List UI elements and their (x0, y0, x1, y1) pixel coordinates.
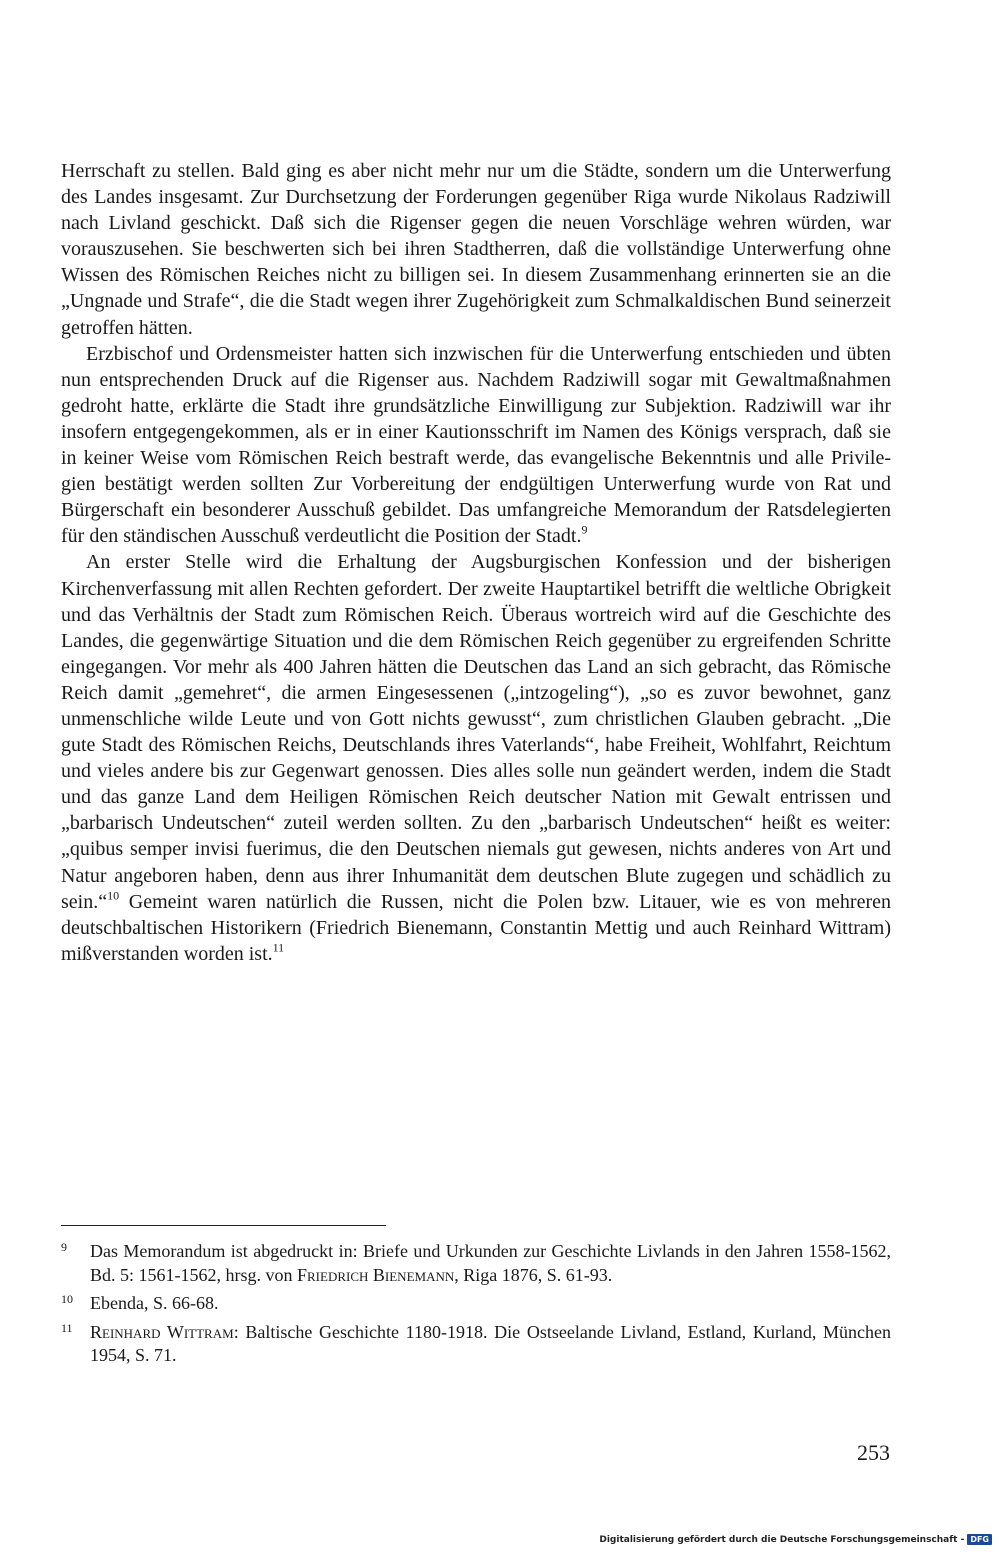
footnote-divider (61, 1225, 386, 1226)
footnote (61, 1240, 891, 1287)
paragraph-text: Gemeint waren natürlich die Russen, nicht die Polen bzw. Litauer, wie es von mehreren deutschbaltischen Historikern (Friedrich Bienemann, Constantin Mettig und auch Reinhard Wittram) mißverstanden worden ist. (61, 890, 891, 965)
footnote-number: 11 (61, 1320, 73, 1335)
footnote-author: Friedrich Bienemann (297, 1264, 455, 1285)
footnote-author: Reinhard Wittram (90, 1321, 234, 1342)
footnote-text: , Riga 1876, S. 61-93. (454, 1264, 613, 1285)
footnote (61, 1292, 891, 1316)
body-text (61, 158, 891, 967)
footnote-text: Das Memorandum ist abgedruckt in: Briefe und Urkunden zur Geschichte Livlands in den Jahren 1558-1562, Bd. 5: 1561-1562, hrsg. von (90, 1241, 891, 1285)
paragraph-text: Herrschaft zu stellen. Bald ging es aber nicht mehr nur um die Städte, sondern um die Unterwerfung des Landes insgesamt. Zur Durchsetzung der Forderungen gegenüber Riga wurde Nikolaus Radziwill nach Livland geschickt. Daß sich die Rigenser gegen die neuen Vorschläge wehren würden, war vorauszusehen. Sie beschwerten sich bei ihren Stadtherren, daß die vollständige Unterwerfung ohne Wissen des Römischen Reiches nicht zu billigen sei. In diesem Zusammenhang erinnerten sie an die „Ungnade und Strafe“, die die Stadt wegen ihrer Zugehörigkeit zum Schmalkaldischen Bund seinerzeit getroffen hätten. (61, 160, 891, 339)
footnote-reference[interactable]: 10 (107, 888, 120, 903)
credit-text: Digitalisierung gefördert durch die Deutsche Forschungsgemeinschaft - (599, 1534, 965, 1545)
footnote-number: 9 (61, 1240, 67, 1254)
footnote-reference[interactable]: 9 (581, 522, 588, 537)
dfg-logo: DFG (967, 1534, 992, 1545)
paragraph (61, 549, 891, 967)
paragraph-text: Erzbischof und Ordensmeister hatten sich inzwischen für die Unterwerfung entschieden und übten nun entsprechenden Druck auf die Rigenser aus. Nachdem Radziwill sogar mit Gewaltmaßnahmen gedroht hatte, erklärte die Stadt ihre grundsätzliche Einwilligung zur Subjektion. Radziwill war ihr insofern entgegengekommen, als er in einer Kautionsschrift im Namen des Königs versprach, daß sie in keiner Weise vom Römischen Reich bestraft werde, das evangelische Bekenntnis und alle Privilegien bestätigt werden sollten Zur Vorbereitung der endgültigen Unterwerfung wurde von Rat und Bürgerschaft ein besonderer Ausschuß gebildet. Das umfangreiche Memorandum der Ratsdelegierten für den ständischen Ausschuß verdeutlicht die Position der Stadt. (61, 342, 891, 548)
digitization-credit (599, 1534, 992, 1545)
paragraph (61, 158, 891, 341)
footnote-text: : Baltische Geschichte 1180-1918. Die Ostseelande Livland, Estland, Kurland, München 1954, S. 71. (90, 1321, 891, 1365)
footnote-number: 10 (61, 1292, 73, 1306)
paragraph-text: An erster Stelle wird die Erhaltung der Augsburgischen Konfession und der bisherigen Kirchenverfassung mit allen Rechten gefordert. Der zweite Hauptartikel betrifft die weltliche Obrigkeit und das Verhältnis der Stadt zum Römischen Reich. Überaus wortreich wird auf die Geschichte des Landes, die gegenwärtige Situation und die dem Römischen Reich gegenüber zu ergreifenden Schritte eingegangen. Vor mehr als 400 Jahren hätten die Deutschen das Land an sich gebracht, das Römische Reich damit „gemehret“, die armen Eingesessenen („intzogeling“), „so es zuvor bewohnet, ganz unmenschliche wilde Leute und von Gott nichts gewusst“, zum christlichen Glauben gebracht. „Die gute Stadt des Römischen Reichs, Deutschlands ihres Vaterlands“, habe Freiheit, Wohlfahrt, Reichtum und vieles andere bis zur Gegenwart genossen. Dies alles solle nun geändert werden, indem die Stadt und das ganze Land dem Heiligen Römischen Reich deutscher Nation mit Gewalt entrissen und „barbarisch Undeutschen“ zuteil werden sollten. Zu den „barbarisch Undeutschen“ heißt es weiter: „quibus semper invisi fuerimus, die den Deutschen niemals gut gewesen, nichts anderes von Art und Natur angeboren haben, denn aus ihrer Inhumanität dem deutschen Blute zugegen und schädlich zu sein.“ (61, 551, 891, 913)
paragraph (61, 341, 891, 550)
footnote-reference[interactable]: 11 (272, 940, 285, 955)
footnote (61, 1321, 891, 1368)
footnotes (61, 1240, 891, 1373)
page-number: 253 (857, 1440, 890, 1465)
footnote-text: Ebenda, S. 66-68. (90, 1293, 219, 1313)
